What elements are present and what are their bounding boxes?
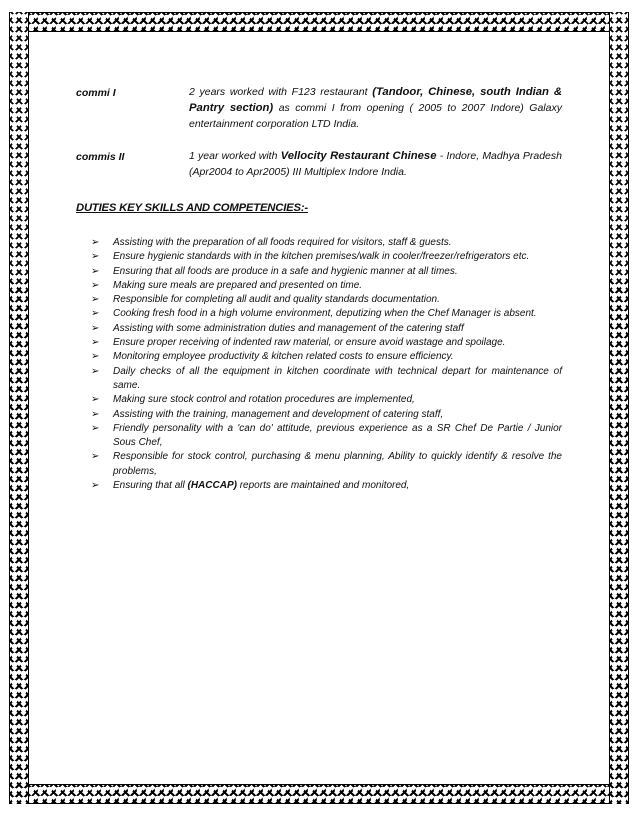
list-item: ➢ Making sure stock control and rotation procedures are implemented, bbox=[91, 393, 562, 407]
arrow-bullet-icon: ➢ bbox=[91, 265, 100, 277]
list-item: ➢ Making sure meals are prepared and presented on time. bbox=[91, 279, 562, 293]
arrow-bullet-icon: ➢ bbox=[91, 422, 100, 434]
duties-heading: DUTIES KEY SKILLS AND COMPETENCIES:- bbox=[76, 202, 308, 214]
arrow-bullet-icon: ➢ bbox=[91, 365, 100, 377]
job-description bbox=[189, 84, 562, 132]
list-item: ➢ Ensure hygienic standards with in the kitchen premises/walk in cooler/freezer/refrigerators etc. bbox=[91, 250, 562, 264]
arrow-bullet-icon: ➢ bbox=[91, 294, 100, 306]
job-desc-text: as commi I from opening ( 2005 to 2007 Indore) Galaxy entertainment corporation LTD India. bbox=[189, 102, 562, 130]
border-right bbox=[609, 12, 629, 804]
arrow-bullet-icon: ➢ bbox=[91, 351, 100, 363]
job-desc-text: 1 year worked with bbox=[189, 150, 281, 162]
list-item: ➢ Assisting with the preparation of all foods required for visitors, staff & guests. bbox=[91, 236, 562, 250]
resume-content bbox=[76, 84, 562, 493]
arrow-bullet-icon: ➢ bbox=[91, 322, 100, 334]
border-left bbox=[9, 12, 29, 804]
list-item: ➢ Monitoring employee productivity & kitchen related costs to ensure efficiency. bbox=[91, 350, 562, 364]
list-item: ➢ Cooking fresh food in a high volume environment, deputizing when the Chef Manager is absent. bbox=[91, 307, 562, 321]
border-top bbox=[9, 12, 629, 32]
border-bottom bbox=[9, 784, 629, 804]
list-item: ➢ Responsible for stock control, purchasing & menu planning, Ability to quickly identify & resolve the problems, bbox=[91, 451, 562, 477]
job-desc-text: 2 years worked with F123 restaurant bbox=[189, 86, 373, 98]
list-item: ➢ Daily checks of all the equipment in kitchen coordinate with technical depart for maintenance of same. bbox=[91, 365, 562, 391]
arrow-bullet-icon: ➢ bbox=[91, 279, 100, 291]
arrow-bullet-icon: ➢ bbox=[91, 237, 100, 248]
job-description bbox=[189, 148, 562, 180]
job-entry-commis-2 bbox=[76, 148, 562, 180]
job-desc-highlight: Vellocity Restaurant Chinese bbox=[280, 150, 437, 162]
arrow-bullet-icon: ➢ bbox=[91, 308, 100, 320]
list-item: ➢ Friendly personality with a 'can do' attitude, previous experience as a SR Chef De Partie / Junior Sous Chef, bbox=[91, 422, 562, 449]
arrow-bullet-icon: ➢ bbox=[91, 480, 100, 492]
arrow-bullet-icon: ➢ bbox=[91, 337, 100, 349]
list-item: ➢ Ensuring that all (HACCAP) reports are maintained and monitored, bbox=[91, 479, 562, 493]
arrow-bullet-icon: ➢ bbox=[91, 451, 100, 463]
job-desc-text: - Indore, Madhya Pradesh (Apr2004 to Apr2005) III Multiplex Indore India. bbox=[189, 150, 562, 178]
list-item: ➢ Assisting with the training, management and development of catering staff, bbox=[91, 408, 562, 422]
haccap-label: (HACCAP) bbox=[187, 480, 237, 492]
list-item: ➢ Responsible for completing all audit and quality standards documentation. bbox=[91, 293, 562, 307]
job-entry-commi-1 bbox=[76, 84, 562, 132]
job-role: commi I bbox=[76, 87, 116, 99]
arrow-bullet-icon: ➢ bbox=[91, 394, 100, 406]
duties-list bbox=[76, 236, 562, 493]
arrow-bullet-icon: ➢ bbox=[91, 251, 100, 263]
list-item: ➢ Ensuring that all foods are produce in a safe and hygienic manner at all times. bbox=[91, 265, 562, 279]
list-item: ➢ Ensure proper receiving of indented raw material, or ensure avoid wastage and spoilage. bbox=[91, 336, 562, 350]
job-desc-highlight: (Tandoor, Chinese, south Indian & Pantry section) bbox=[189, 86, 562, 114]
job-role: commis II bbox=[76, 151, 125, 163]
list-item: ➢ Assisting with some administration duties and management of the catering staff bbox=[91, 322, 562, 336]
arrow-bullet-icon: ➢ bbox=[91, 408, 100, 420]
